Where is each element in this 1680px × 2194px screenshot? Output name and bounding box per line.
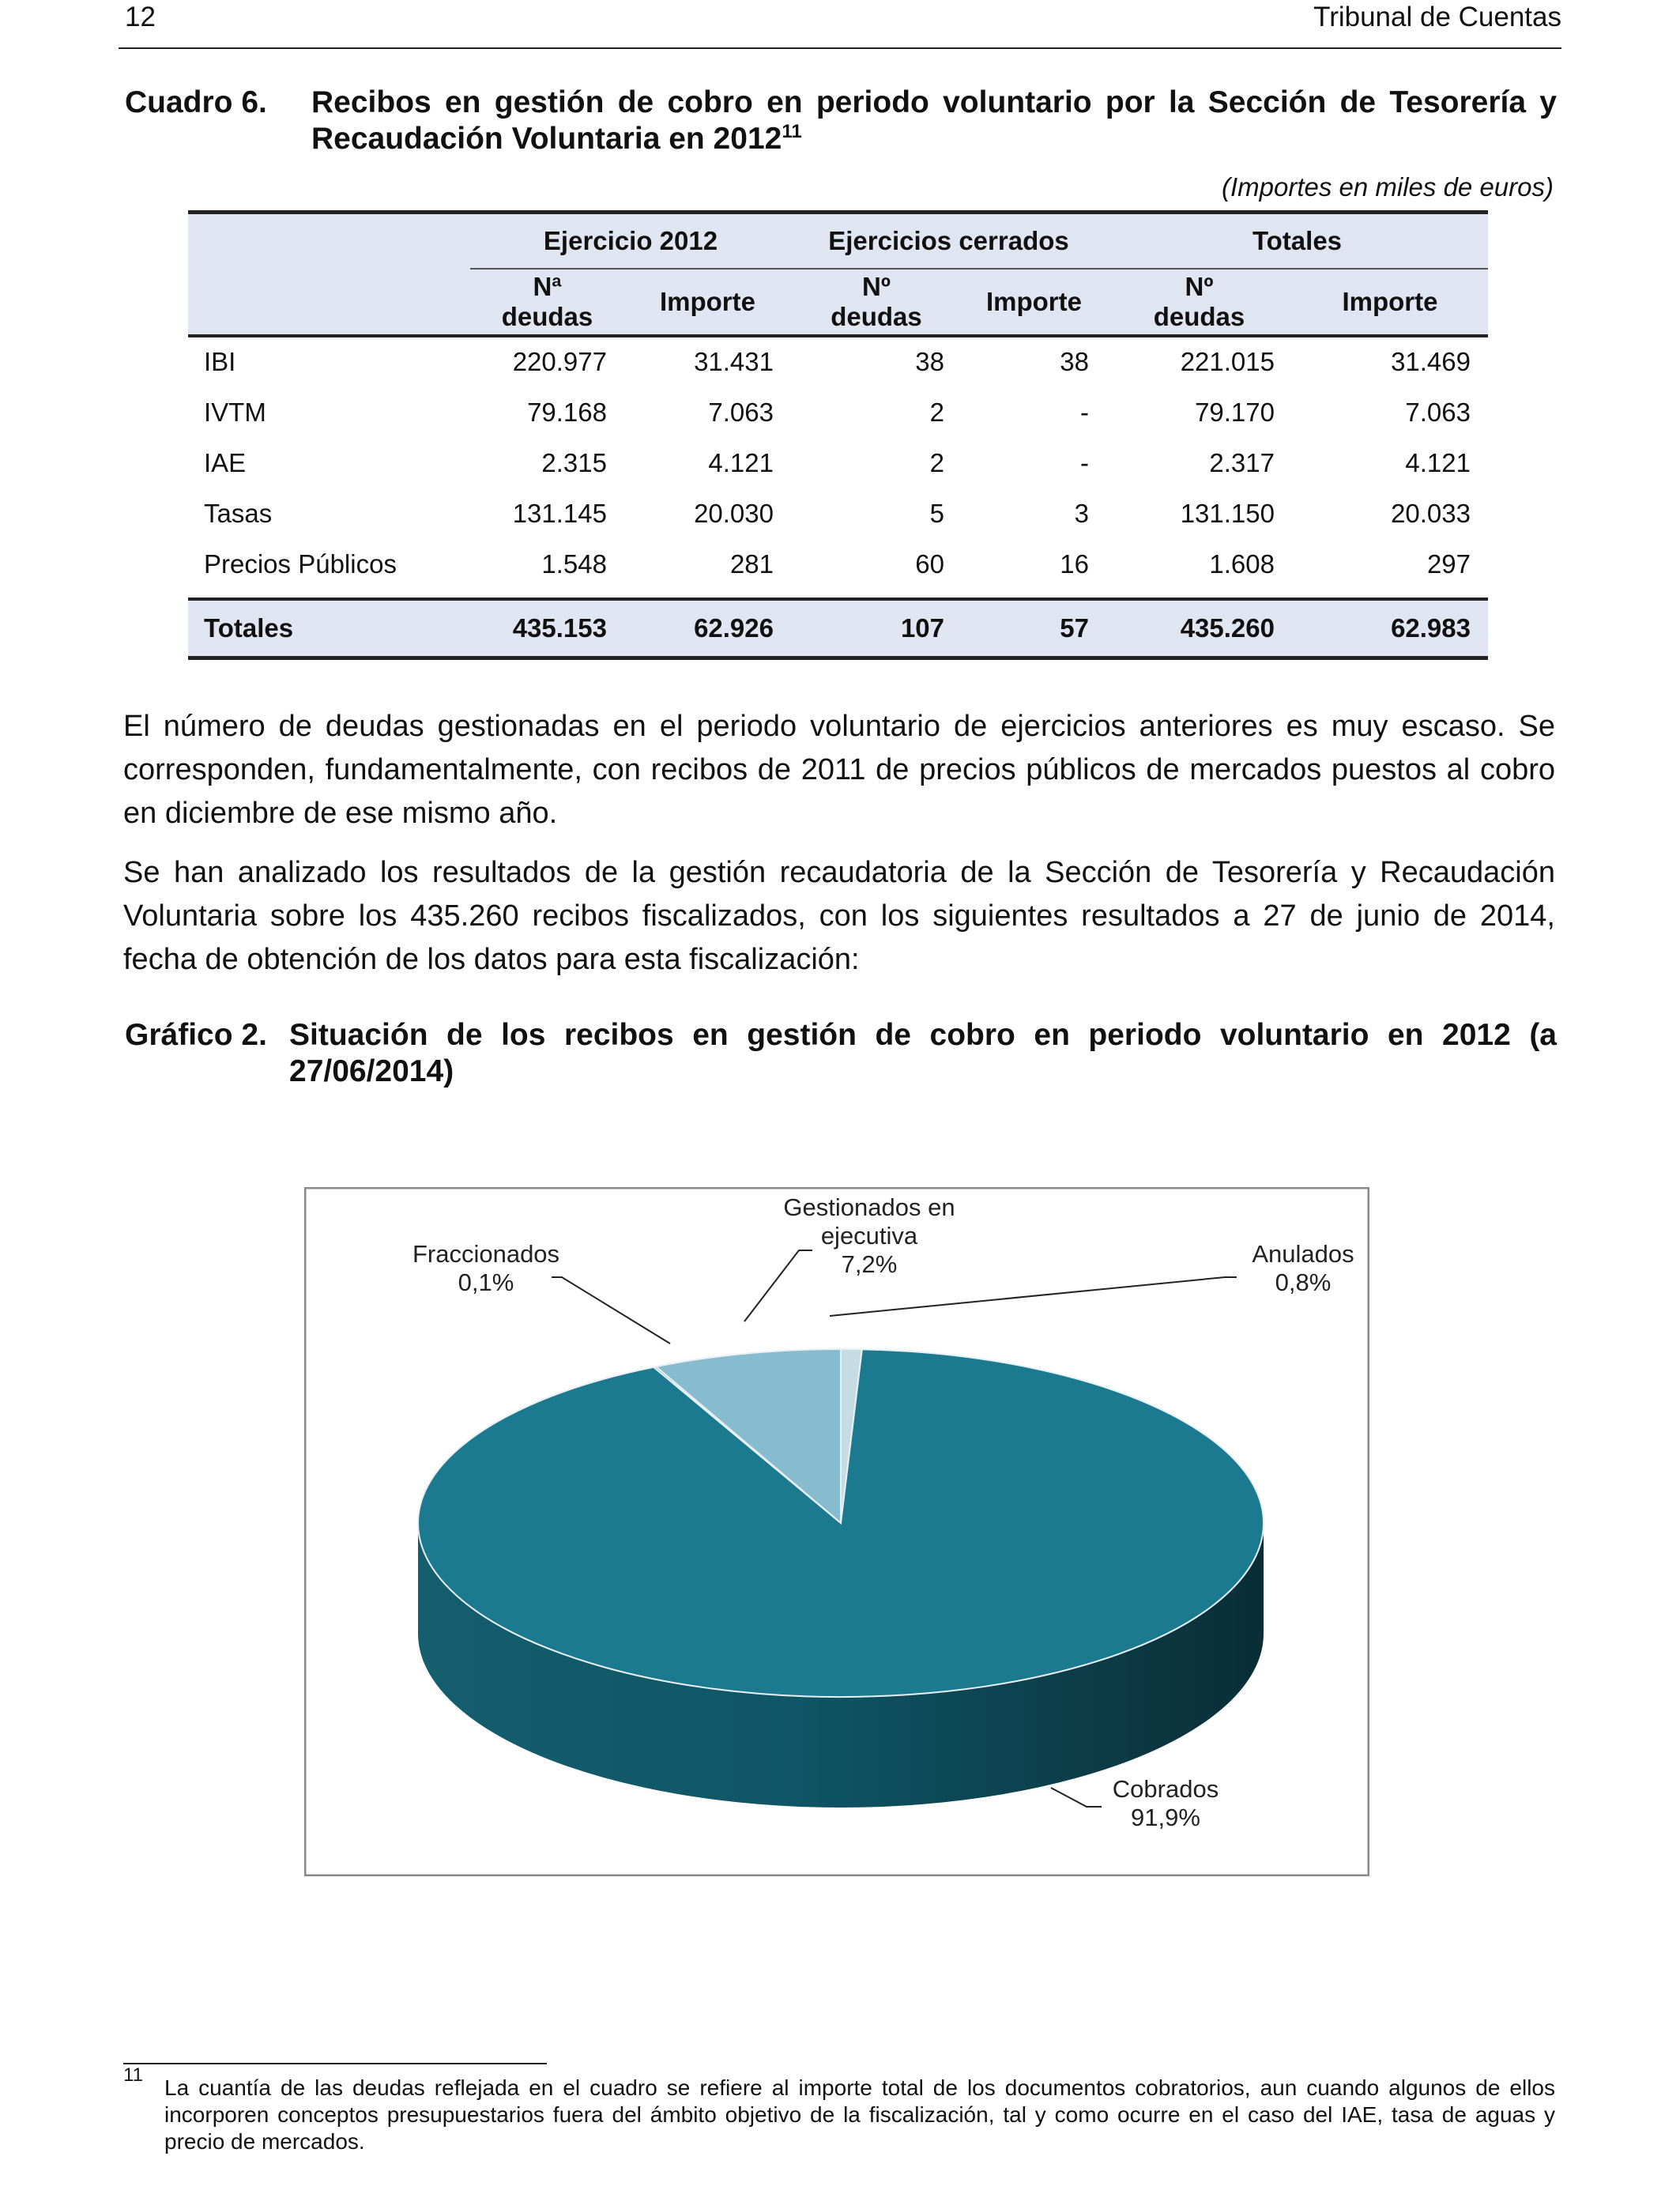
row-label: Totales (188, 599, 470, 658)
table-cell: 1.548 (541, 548, 607, 579)
receipts-table (188, 210, 1488, 660)
pie-label-text: Anulados (1252, 1240, 1354, 1268)
table-cell: 435.260 (1106, 599, 1292, 658)
table-cell: 4.121 (1405, 447, 1471, 477)
table-row (188, 438, 1488, 488)
column-header: Nº deudas (1106, 269, 1292, 336)
table-row (188, 336, 1488, 387)
table-cell: 20.033 (1391, 498, 1471, 528)
table-cell: 7.063 (1405, 397, 1471, 427)
pie-label-text: Gestionados en (783, 1193, 955, 1221)
table-cell: 2 (929, 397, 944, 427)
pie-label-text: 91,9% (1131, 1804, 1200, 1831)
table-row (188, 539, 1488, 590)
group-header: Totales (1106, 213, 1488, 269)
pie-label-text: Cobrados (1112, 1775, 1219, 1803)
row-label: IVTM (204, 397, 266, 427)
group-header: Ejercicios cerrados (791, 213, 1106, 269)
table-cell: 62.983 (1292, 599, 1488, 658)
pie-label-text: 0,8% (1275, 1269, 1332, 1296)
paragraph: Se han analizado los resultados de la gestión recaudatoria de la Sección de Tesorería y Recaudación Voluntaria sobre los 435.260 recibos fiscalizados, con los siguientes resultados a 27 de junio de 2014, fecha de obtención de los datos para esta fiscalización: (123, 856, 1555, 976)
pie-label-text: 0,1% (458, 1269, 514, 1296)
pie-label-text: ejecutiva (820, 1222, 918, 1250)
corner-cell (188, 213, 470, 336)
column-header: Nº deudas (791, 269, 962, 336)
footnote-rule (123, 2063, 547, 2064)
footnote-text: La cuantía de las deudas reflejada en el cuadro se refiere al importe total de los documentos cobratorios, aun cuando algunos de ellos incorporen conceptos presupuestarios fuera del ámbito objetivo de la fiscalización, tal y como ocurre en el caso del IAE, tasa de aguas y precio de mercados. (164, 2075, 1555, 2154)
table-cell: 1.608 (1209, 548, 1275, 579)
table-cell: 7.063 (708, 397, 774, 427)
table-cell: 435.153 (470, 599, 624, 658)
table-cell: 3 (1074, 498, 1089, 528)
paragraph: El número de deudas gestionadas en el periodo voluntario de ejercicios anteriores es muy escaso. Se corresponden, fundamentalmente, con recibos de 2011 de precios públicos de mercados puestos al cobro en diciembre de ese mismo año. (123, 710, 1555, 830)
table-cell: 31.431 (694, 347, 774, 376)
chart-caption-text: Situación de los recibos en gestión de cobro en periodo voluntario en 2012 (a 27/06/2014) (289, 1018, 1557, 1088)
footnote-number: 11 (123, 2064, 143, 2086)
table-cell: 2.317 (1209, 447, 1275, 477)
table-cell: 79.170 (1195, 397, 1275, 427)
table-cell: 107 (791, 599, 962, 658)
table-cell: 4.121 (708, 447, 774, 477)
running-title: Tribunal de Cuentas (1313, 2, 1561, 32)
group-header: Ejercicio 2012 (470, 213, 791, 269)
table-caption-text: Recibos en gestión de cobro en periodo voluntario por la Sección de Tesorería y Recaudación Voluntaria en 2012$^{11}$ (311, 85, 1557, 156)
table-cell: 2 (929, 447, 944, 477)
column-header: Importe (624, 269, 791, 336)
table-cell: 2.315 (541, 447, 607, 477)
table-cell: - (1080, 397, 1089, 427)
chart-caption (125, 1017, 1557, 1096)
table-cell: 297 (1426, 548, 1471, 579)
table-cell: 60 (915, 548, 944, 579)
units-note: (Importes en miles de euros) (1222, 172, 1554, 202)
row-label: Tasas (204, 498, 273, 528)
table-cell: 221.015 (1180, 347, 1275, 376)
footnote-ref: 11 (782, 121, 802, 142)
table-cell: 281 (729, 548, 774, 579)
table-cell: 57 (962, 599, 1106, 658)
table-cell: 38 (1060, 347, 1089, 376)
row-label: IAE (204, 447, 247, 477)
page-number: 12 (125, 2, 156, 32)
row-label: IBI (204, 347, 236, 376)
pie-label-text: 7,2% (841, 1250, 898, 1278)
table-cell: 131.150 (1180, 498, 1275, 528)
table-cell: 62.926 (624, 599, 791, 658)
column-header: Nª deudas (470, 269, 624, 336)
column-header: Importe (1292, 269, 1488, 336)
table-cell: 16 (1060, 548, 1089, 579)
page-header (119, 0, 1561, 49)
table-cell: 79.168 (527, 397, 607, 427)
total-row (188, 599, 1488, 658)
pie-chart (304, 1187, 1369, 1876)
table-cell: 5 (929, 498, 944, 528)
pie-label-text: Fraccionados (412, 1240, 560, 1268)
row-label: Precios Públicos (204, 548, 397, 579)
table-caption-label: Cuadro 6. (125, 85, 267, 119)
table-row (188, 488, 1488, 539)
chart-caption-label: Gráfico 2. (125, 1018, 267, 1052)
table-row (188, 387, 1488, 438)
table-cell: 220.977 (512, 347, 607, 376)
table-cell: 20.030 (694, 498, 774, 528)
table-cell: - (1080, 447, 1089, 477)
table-caption (125, 85, 1557, 164)
table-cell: 38 (915, 347, 944, 376)
column-header: Importe (962, 269, 1106, 336)
table-cell: 31.469 (1391, 347, 1471, 376)
table-cell: 131.145 (512, 498, 607, 528)
